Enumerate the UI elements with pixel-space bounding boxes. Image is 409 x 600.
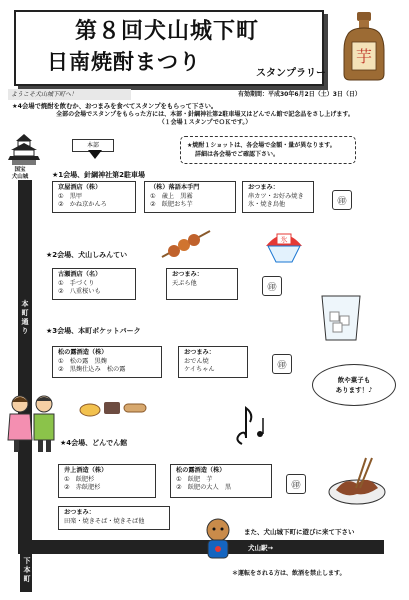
shot-note xyxy=(180,136,356,164)
shop-item: ② 赤飫肥杉 xyxy=(64,484,101,491)
shop-item: ② 飫肥の大人 黒 xyxy=(176,484,232,491)
venue-4-title: ★4会場、どんでん館 xyxy=(60,439,128,447)
shop-name: 古瀬酒店（名） xyxy=(58,271,102,278)
snack-title: おつまみ： xyxy=(64,509,95,516)
venue-1-title: ★1会場、針綱神社第2駐車場 xyxy=(52,171,146,179)
shop-item: ① 飫肥 芋 xyxy=(176,475,213,483)
castle-icon xyxy=(6,132,42,166)
music-note-icon xyxy=(232,404,272,450)
shop-item: ① 飫肥杉 xyxy=(64,475,95,483)
venue-2-stamp-box xyxy=(262,276,282,296)
shaved-ice-icon xyxy=(260,228,308,268)
arrow-down-icon xyxy=(88,150,102,159)
speech-bubble: 飲や菓子も あります！♪ xyxy=(312,364,396,406)
snack-item: 串カツ・お好み焼き xyxy=(248,192,304,200)
stamp-mark: ㊞ xyxy=(291,480,301,491)
south-road-label: 下本町 xyxy=(20,548,32,592)
venue-4-stamp-box xyxy=(286,474,306,494)
shop-name: （株）落語本手門 xyxy=(150,184,200,191)
snack-title: おつまみ： xyxy=(248,184,279,191)
mascot-icon xyxy=(198,516,238,564)
snack-item: 天ぷら他 xyxy=(172,279,197,287)
venue-4-snacks xyxy=(58,506,170,530)
shop-item: ① 松の露 黒麹 xyxy=(58,357,107,365)
drink-driving-note: ＊運転をされる方は、飲酒を禁止します。 xyxy=(232,570,346,577)
snack-item: おでん焼 xyxy=(184,357,209,365)
shop-item: ② 八重桜いも xyxy=(58,288,101,295)
yakisoba-icon xyxy=(326,454,388,510)
shop-item: ② かね京かんろ xyxy=(58,201,107,208)
stamp-mark: ㊞ xyxy=(267,282,277,293)
venue-1-shop-1 xyxy=(52,181,136,213)
venue-1-snacks xyxy=(242,181,314,213)
shop-item: ② 飫肥おち芋 xyxy=(150,201,193,208)
svg-text:氷: 氷 xyxy=(280,236,288,244)
snacks-icon xyxy=(78,396,150,420)
shop-item: ② 黒麹仕込み 松の露 xyxy=(58,366,126,373)
svg-text:芋: 芋 xyxy=(355,47,373,66)
stamp-rally-label: スタンプラリー xyxy=(256,68,326,79)
venue-4-shop-2 xyxy=(170,464,272,498)
glass-icon xyxy=(318,292,364,344)
rule-notice: ★4会場で焼酎を飲むか、おつまみを食べてスタンプをもらって下さい。 xyxy=(12,103,218,110)
snack-item: 氷・焼き鳥他 xyxy=(248,201,286,208)
road-label: 本町通り xyxy=(21,300,29,336)
snack-item: 田楽・焼きそば・焼きそば他 xyxy=(64,517,145,525)
shop-item: ① 歳上 黒霧 xyxy=(150,192,193,200)
prize-notice-line1: 全部の会場でスタンプをもらった方には、本部・針綱神社第2駐車場又はどんでん館で記念品をさし上げます。 xyxy=(56,111,354,118)
shochu-bottle-icon xyxy=(338,10,390,82)
venue-3-stamp-box xyxy=(272,354,292,374)
valid-period: 有効期間：平成30年6月2日（土）3日（日） xyxy=(238,91,361,98)
welcome-banner: ようこそ犬山城下町へ！ xyxy=(8,89,131,100)
shop-name: 松の露酒造（株） xyxy=(58,349,108,356)
stamp-mark: ㊞ xyxy=(337,196,347,207)
people-icon xyxy=(4,392,60,454)
headquarters-label: 本部 xyxy=(72,139,114,152)
venue-4-shop-1 xyxy=(58,464,156,498)
prize-notice xyxy=(4,111,406,127)
venue-1-stamp-box xyxy=(332,190,352,210)
stamp-mark: ㊞ xyxy=(277,360,287,371)
farewell-message: また、犬山城下町に遊びに来て下さい xyxy=(244,528,355,536)
venue-2-title: ★2会場、犬山しみんてい xyxy=(46,251,128,259)
shot-note-line2: 詳細は各会場でご確認下さい。 xyxy=(195,151,280,158)
prize-notice-line2: （１会場１スタンプでＯＫです。） xyxy=(158,119,252,126)
snack-title: おつまみ： xyxy=(172,271,203,278)
page-title-line1: 第８回犬山城下町 xyxy=(74,18,259,44)
venue-1-shop-2 xyxy=(144,181,236,213)
snack-title: おつまみ： xyxy=(184,349,215,356)
venue-2-shop-1 xyxy=(52,268,136,300)
shop-item: ① 黒甲 xyxy=(58,192,83,200)
castle-label: 国宝 犬山城 xyxy=(11,167,29,180)
venue-3-snacks xyxy=(178,346,248,378)
main-road xyxy=(18,180,32,545)
shop-name: 松の露酒造（株） xyxy=(176,467,226,474)
snack-item: ケイちゃん xyxy=(184,366,215,373)
venue-3-title: ★3会場、本町ポケットパーク xyxy=(46,327,141,335)
dango-icon xyxy=(156,225,214,265)
page-title-line2: 日南焼酎まつり xyxy=(47,49,201,74)
shot-note-line1: ★焼酎１ショットは、各会場で金額・量が異なります。 xyxy=(187,142,336,149)
shop-name: 京屋酒店（株） xyxy=(58,184,102,191)
venue-2-snacks xyxy=(166,268,238,300)
shop-name: 井上酒造（株） xyxy=(64,467,108,474)
venue-3-shop-1 xyxy=(52,346,162,378)
station-label: 犬山駅→ xyxy=(248,544,273,552)
shop-item: ① 手づくり xyxy=(58,279,95,287)
